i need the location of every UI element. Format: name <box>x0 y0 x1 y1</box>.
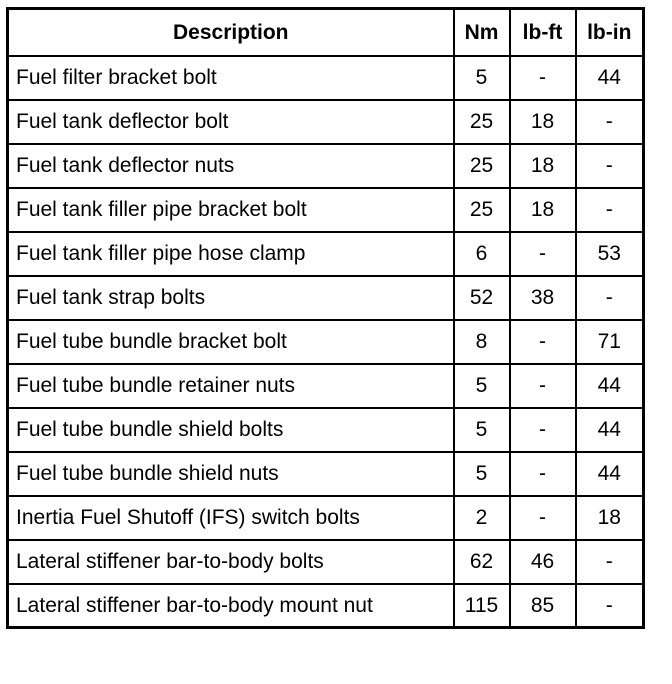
cell-lbft: 18 <box>510 100 576 144</box>
cell-description: Fuel tube bundle bracket bolt <box>8 320 454 364</box>
table-row <box>8 364 644 408</box>
table-row <box>8 144 644 188</box>
cell-description: Inertia Fuel Shutoff (IFS) switch bolts <box>8 496 454 540</box>
cell-nm: 5 <box>454 408 510 452</box>
table-row <box>8 408 644 452</box>
cell-lbft: - <box>510 408 576 452</box>
table-row <box>8 452 644 496</box>
cell-description: Lateral stiffener bar-to-body bolts <box>8 540 454 584</box>
cell-description: Fuel tank filler pipe hose clamp <box>8 232 454 276</box>
column-header-lbft: lb-ft <box>510 9 576 56</box>
cell-lbft: - <box>510 56 576 100</box>
cell-nm: 5 <box>454 364 510 408</box>
cell-lbin: - <box>576 584 644 628</box>
cell-lbin: 44 <box>576 452 644 496</box>
cell-description: Fuel tube bundle shield nuts <box>8 452 454 496</box>
cell-description: Fuel tube bundle retainer nuts <box>8 364 454 408</box>
column-header-description: Description <box>8 9 454 56</box>
table-row <box>8 188 644 232</box>
table-row <box>8 496 644 540</box>
cell-nm: 115 <box>454 584 510 628</box>
cell-lbin: 53 <box>576 232 644 276</box>
cell-nm: 25 <box>454 188 510 232</box>
cell-lbft: 38 <box>510 276 576 320</box>
cell-lbft: 46 <box>510 540 576 584</box>
cell-lbin: 71 <box>576 320 644 364</box>
cell-lbft: 18 <box>510 144 576 188</box>
cell-nm: 52 <box>454 276 510 320</box>
cell-description: Fuel tank deflector bolt <box>8 100 454 144</box>
table-row <box>8 56 644 100</box>
fastener-torque-table <box>6 7 645 629</box>
cell-lbft: 85 <box>510 584 576 628</box>
cell-lbft: 18 <box>510 188 576 232</box>
cell-description: Fuel tank filler pipe bracket bolt <box>8 188 454 232</box>
cell-description: Fuel tank deflector nuts <box>8 144 454 188</box>
cell-lbft: - <box>510 452 576 496</box>
cell-nm: 6 <box>454 232 510 276</box>
cell-nm: 2 <box>454 496 510 540</box>
cell-lbin: 18 <box>576 496 644 540</box>
table-body <box>8 56 644 628</box>
cell-description: Fuel tank strap bolts <box>8 276 454 320</box>
cell-lbin: - <box>576 276 644 320</box>
cell-nm: 5 <box>454 452 510 496</box>
cell-lbin: - <box>576 540 644 584</box>
cell-nm: 8 <box>454 320 510 364</box>
cell-lbft: - <box>510 320 576 364</box>
cell-lbft: - <box>510 496 576 540</box>
table-row <box>8 100 644 144</box>
table-row <box>8 540 644 584</box>
cell-nm: 25 <box>454 144 510 188</box>
cell-description: Lateral stiffener bar-to-body mount nut <box>8 584 454 628</box>
cell-nm: 5 <box>454 56 510 100</box>
cell-lbft: - <box>510 232 576 276</box>
cell-lbin: - <box>576 100 644 144</box>
cell-lbin: 44 <box>576 364 644 408</box>
column-header-lbin: lb-in <box>576 9 644 56</box>
cell-nm: 25 <box>454 100 510 144</box>
cell-lbft: - <box>510 364 576 408</box>
cell-lbin: - <box>576 188 644 232</box>
table-row <box>8 320 644 364</box>
cell-lbin: 44 <box>576 408 644 452</box>
table-row <box>8 276 644 320</box>
cell-lbin: 44 <box>576 56 644 100</box>
table-header-row <box>8 9 644 56</box>
table-row <box>8 232 644 276</box>
cell-lbin: - <box>576 144 644 188</box>
column-header-nm: Nm <box>454 9 510 56</box>
table-row <box>8 584 644 628</box>
cell-description: Fuel tube bundle shield bolts <box>8 408 454 452</box>
cell-description: Fuel filter bracket bolt <box>8 56 454 100</box>
cell-nm: 62 <box>454 540 510 584</box>
